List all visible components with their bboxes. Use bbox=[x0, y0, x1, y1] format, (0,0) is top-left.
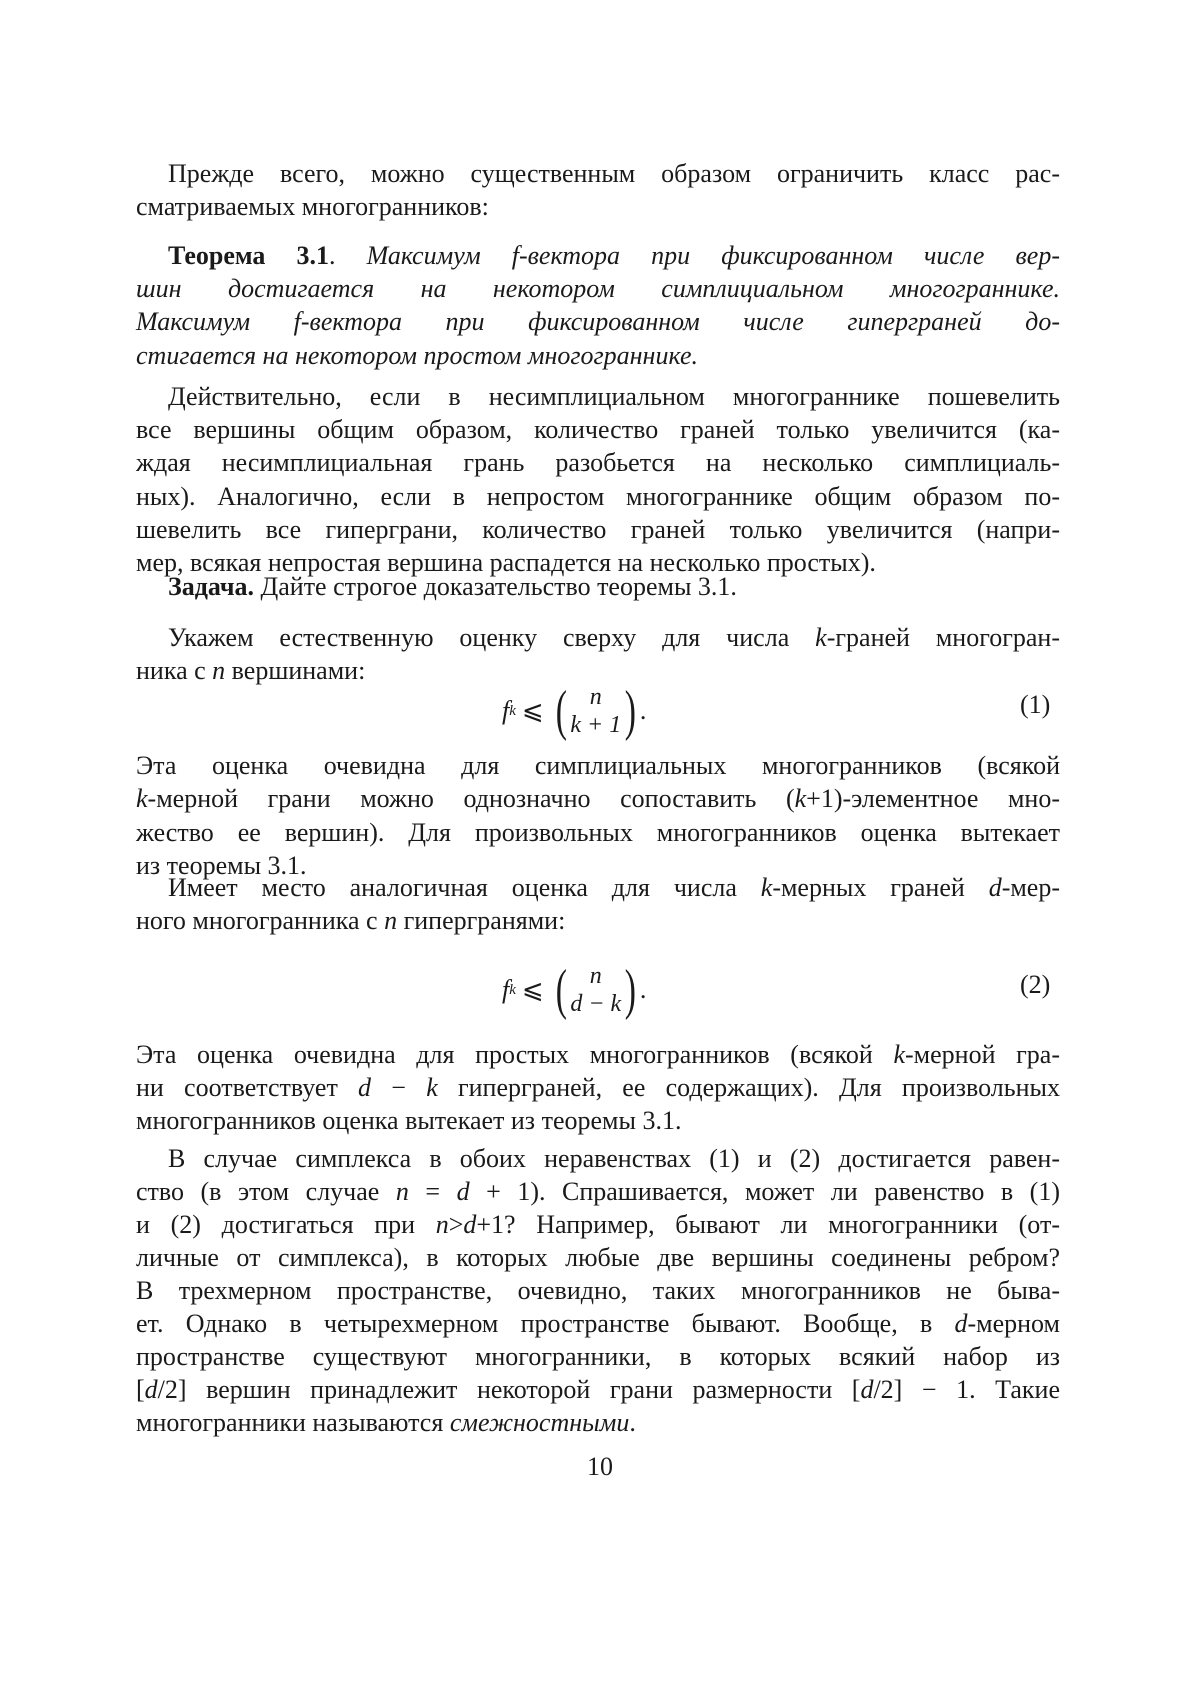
italic-run: d bbox=[860, 1375, 873, 1404]
italic-run: k bbox=[761, 873, 773, 902]
text-run: Укажем естественную оценку сверху для числа bbox=[168, 623, 815, 652]
text-run: Эта оценка очевидна для симплициальных многогранников (всякой bbox=[136, 751, 1060, 780]
text-run: гипергранями: bbox=[397, 906, 565, 935]
text-run: Эта оценка очевидна для простых многогранников (всякой bbox=[136, 1040, 893, 1069]
italic-run: d bbox=[145, 1375, 158, 1404]
italic-run: n bbox=[384, 906, 397, 935]
text-line bbox=[136, 413, 1060, 447]
text-run: ни соответствует bbox=[136, 1073, 358, 1102]
formula-subscript: k bbox=[509, 982, 516, 999]
binom-bottom: d − k bbox=[570, 990, 621, 1018]
italic-run: k bbox=[795, 784, 807, 813]
formula-relation: ⩽ bbox=[522, 975, 544, 1005]
text-line bbox=[136, 446, 1060, 480]
document-page bbox=[0, 0, 1200, 1696]
text-run: ного многогранника с bbox=[136, 906, 384, 935]
text-run: Действительно, если в несимплициальном многограннике пошевелить bbox=[168, 382, 1060, 411]
bold-run: Теорема 3.1 bbox=[168, 241, 329, 270]
italic-run: k bbox=[136, 784, 148, 813]
italic-run: Максимум f-вектора при фиксированном числе вер- bbox=[367, 241, 1060, 270]
formula-subscript: k bbox=[509, 703, 516, 720]
text-run: ство (в этом случае bbox=[136, 1177, 396, 1206]
text-run: -мерном bbox=[967, 1309, 1060, 1338]
binomial: ( n d − k ) bbox=[552, 962, 640, 1018]
text-line bbox=[136, 1307, 1060, 1341]
italic-run: стигается на некотором простом многограннике. bbox=[136, 341, 698, 370]
text-run: +1)-элементное мно- bbox=[806, 784, 1060, 813]
formula-lhs: f bbox=[502, 975, 509, 1005]
text-run: . bbox=[629, 1408, 636, 1437]
text-run: -мерной грани можно однозначно сопоставить ( bbox=[148, 784, 795, 813]
text-run: − bbox=[371, 1073, 426, 1102]
text-run: > bbox=[449, 1210, 464, 1239]
formula-1: f k ⩽ ( n k + 1 ) . bbox=[502, 676, 646, 746]
italic-run: k bbox=[815, 623, 827, 652]
text-run: пространстве существуют многогранники, в которых всякий набор из bbox=[136, 1342, 1060, 1371]
text-run: вершинами: bbox=[225, 656, 365, 685]
italic-run: d bbox=[954, 1309, 967, 1338]
text-run: ных). Аналогично, если в непростом многограннике общим образом по- bbox=[136, 482, 1060, 511]
text-line bbox=[136, 904, 1060, 938]
text-line bbox=[136, 1175, 1060, 1209]
text-line bbox=[168, 380, 1060, 414]
text-run: -мер- bbox=[1002, 873, 1060, 902]
text-run: . bbox=[329, 241, 367, 270]
text-line bbox=[168, 871, 1060, 905]
text-run: Дайте строгое доказательство теоремы 3.1. bbox=[254, 572, 737, 601]
bold-run: Задача. bbox=[168, 572, 254, 601]
text-run: ника с bbox=[136, 656, 212, 685]
binom-top: n bbox=[590, 962, 602, 990]
text-line bbox=[136, 272, 1060, 306]
italic-run: k bbox=[426, 1073, 438, 1102]
formula-relation: ⩽ bbox=[522, 696, 544, 726]
text-run: В случае симплекса в обоих неравенствах (1) и (2) достигается равен- bbox=[168, 1144, 1060, 1173]
text-run: сматриваемых многогранников: bbox=[136, 192, 489, 221]
text-line bbox=[168, 1142, 1060, 1176]
italic-run: k bbox=[893, 1040, 905, 1069]
binom-bottom: k + 1 bbox=[570, 711, 621, 739]
text-run: В трехмерном пространстве, очевидно, таких многогранников не быва- bbox=[136, 1276, 1060, 1305]
text-line bbox=[136, 339, 1060, 373]
text-line bbox=[136, 190, 1060, 224]
formula-2: f k ⩽ ( n d − k ) . bbox=[502, 955, 646, 1025]
text-run: = bbox=[409, 1177, 457, 1206]
text-run: -граней многогран- bbox=[827, 623, 1060, 652]
text-run: шевелить все гиперграни, количество граней только увеличится (напри- bbox=[136, 515, 1060, 544]
text-run: -мерных граней bbox=[772, 873, 988, 902]
italic-run: шин достигается на некотором симплициальном многограннике. bbox=[136, 274, 1060, 303]
text-line bbox=[136, 1038, 1060, 1072]
text-line bbox=[136, 513, 1060, 547]
text-run: [ bbox=[136, 1375, 145, 1404]
text-run: + 1). Спрашивается, может ли равенство в (1) bbox=[470, 1177, 1060, 1206]
text-line bbox=[136, 1274, 1060, 1308]
text-run: многогранников оценка вытекает из теоремы 3.1. bbox=[136, 1106, 681, 1135]
equation-number-2: (2) bbox=[1020, 970, 1050, 1000]
italic-run: Максимум f-вектора при фиксированном числе гиперграней до- bbox=[136, 307, 1060, 336]
italic-run: d bbox=[463, 1210, 476, 1239]
formula-lhs: f bbox=[502, 696, 509, 726]
text-run: /2] вершин принадлежит некоторой грани размерности [ bbox=[158, 1375, 861, 1404]
text-run: Прежде всего, можно существенным образом ограничить класс рас- bbox=[168, 159, 1060, 188]
text-run: ет. Однако в четырехмерном пространстве бывают. Вообще, в bbox=[136, 1309, 954, 1338]
italic-run: n bbox=[212, 656, 225, 685]
text-run: гиперграней, ее содержащих). Для произвольных bbox=[438, 1073, 1060, 1102]
text-run: многогранники называются bbox=[136, 1408, 450, 1437]
text-line bbox=[168, 157, 1060, 191]
text-run: -мерной гра- bbox=[905, 1040, 1060, 1069]
binomial: ( n k + 1 ) bbox=[552, 683, 640, 739]
text-line bbox=[136, 1104, 1060, 1138]
italic-run: n bbox=[396, 1177, 409, 1206]
text-run: +1? Например, бывают ли многогранники (от- bbox=[476, 1210, 1060, 1239]
text-run: мер, всякая непростая вершина распадется на несколько простых). bbox=[136, 548, 876, 577]
text-line bbox=[136, 1241, 1060, 1275]
text-line bbox=[136, 1071, 1060, 1105]
text-line bbox=[136, 782, 1060, 816]
text-run: все вершины общим образом, количество граней только увеличится (ка- bbox=[136, 415, 1060, 444]
text-line bbox=[168, 621, 1060, 655]
text-line bbox=[136, 480, 1060, 514]
page-number: 10 bbox=[0, 1452, 1200, 1482]
text-line bbox=[136, 816, 1060, 850]
italic-run: смежностными bbox=[450, 1408, 630, 1437]
text-run: ждая несимплициальная грань разобьется на несколько симплициаль- bbox=[136, 448, 1060, 477]
text-line bbox=[136, 1373, 1060, 1407]
text-run: личные от симплекса), в которых любые две вершины соединены ребром? bbox=[136, 1243, 1060, 1272]
text-line bbox=[168, 239, 1060, 273]
text-run: из теоремы 3.1. bbox=[136, 851, 307, 880]
binom-top: n bbox=[590, 683, 602, 711]
italic-run: n bbox=[436, 1210, 449, 1239]
text-line bbox=[136, 1340, 1060, 1374]
text-run: Имеет место аналогичная оценка для числа bbox=[168, 873, 761, 902]
italic-run: d bbox=[358, 1073, 371, 1102]
text-run: и (2) достигаться при bbox=[136, 1210, 436, 1239]
text-line bbox=[136, 1208, 1060, 1242]
text-line bbox=[136, 1406, 1060, 1440]
text-line bbox=[168, 570, 1060, 604]
equation-number-1: (1) bbox=[1020, 690, 1050, 720]
italic-run: d bbox=[989, 873, 1002, 902]
text-line bbox=[136, 305, 1060, 339]
text-run: /2] − 1. Такие bbox=[873, 1375, 1060, 1404]
italic-run: d bbox=[457, 1177, 470, 1206]
text-line bbox=[136, 749, 1060, 783]
text-run: жество ее вершин). Для произвольных многогранников оценка вытекает bbox=[136, 818, 1060, 847]
